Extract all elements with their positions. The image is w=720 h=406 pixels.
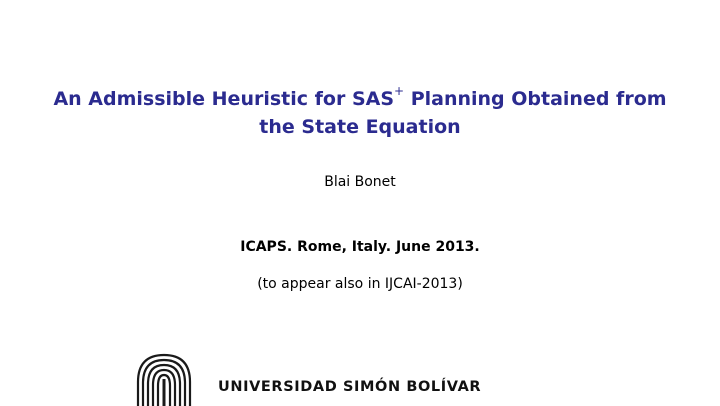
title-superscript: + <box>394 84 405 98</box>
venue-line: ICAPS. Rome, Italy. June 2013. <box>240 239 480 255</box>
title-text-part2: Planning Obtained from <box>404 88 667 111</box>
author-name: Blai Bonet <box>324 174 396 190</box>
title-text-part1: An Admissible Heuristic for SAS <box>53 88 395 111</box>
university-seal-icon <box>133 352 195 406</box>
publication-note: (to appear also in IJCAI-2013) <box>257 276 463 292</box>
slide-title <box>0 80 720 141</box>
university-name: UNIVERSIDAD SIMÓN BOLÍVAR <box>218 379 482 395</box>
title-line-1 <box>53 84 667 111</box>
title-line-2: the State Equation <box>259 116 461 139</box>
